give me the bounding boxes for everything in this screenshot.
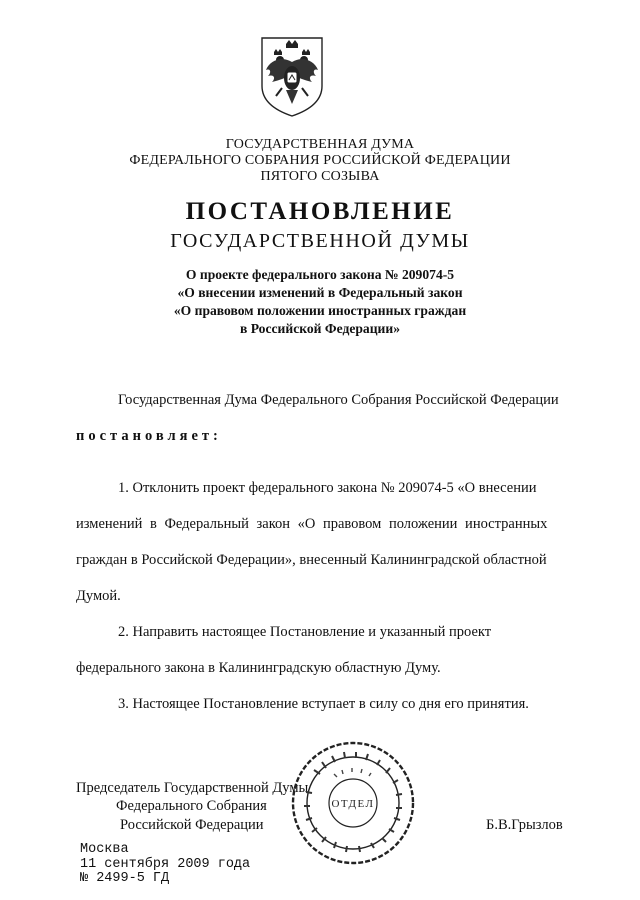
org-line-1: ГОСУДАРСТВЕННАЯ ДУМА: [225, 137, 415, 152]
document-subtitle: ГОСУДАРСТВЕННОЙ ДУМЫ: [170, 230, 470, 252]
paragraph-2-line-1: 2. Направить настоящее Постановление и указанный проект: [118, 624, 492, 640]
double-headed-eagle-emblem-icon: [256, 34, 328, 118]
round-seal-stamp-icon: [290, 740, 416, 866]
document-title: ПОСТАНОВЛЕНИЕ: [185, 198, 455, 225]
subject-line-1: О проекте федерального закона № 209074-5: [185, 267, 455, 282]
subject-line-4: в Российской Федерации»: [239, 321, 401, 336]
paragraph-3-line-1: 3. Настоящее Постановление вступает в силу со дня его принятия.: [118, 696, 529, 712]
stamp-center-text: ОТДЕЛ: [331, 798, 375, 810]
signatory-position-line-2: Федерального Собрания: [116, 798, 267, 814]
intro-text: Государственная Дума Федерального Собрания Российской Федерации: [118, 392, 559, 408]
org-line-3: ПЯТОГО СОЗЫВА: [260, 169, 380, 184]
signatory-position-line-3: Российской Федерации: [120, 817, 264, 833]
footer-city: Москва: [80, 842, 129, 857]
paragraph-1-line-1: 1. Отклонить проект федерального закона № 209074-5 «О внесении: [118, 480, 537, 496]
subject-line-2: «О внесении изменений в Федеральный закон: [177, 285, 463, 300]
paragraph-2-line-2: федерального закона в Калининградскую областную Думу.: [76, 660, 441, 676]
paragraph-1-line-3: граждан в Российской Федерации», внесенный Калининградской областной: [76, 552, 547, 568]
org-line-2: ФЕДЕРАЛЬНОГО СОБРАНИЯ РОССИЙСКОЙ ФЕДЕРАЦИИ: [129, 153, 511, 168]
subject-line-3: «О правовом положении иностранных граждан: [173, 303, 467, 318]
footer-date: 11 сентября 2009 года: [80, 857, 251, 872]
paragraph-1-line-4: Думой.: [76, 588, 121, 604]
footer-number: № 2499-5 ГД: [80, 871, 170, 886]
signatory-name: Б.В.Грызлов: [486, 817, 563, 833]
signatory-position-line-1: Председатель Государственной Думы: [76, 780, 309, 796]
paragraph-1-line-2: изменений в Федеральный закон «О правовом положении иностранных: [76, 516, 548, 532]
decree-word: постановляет:: [76, 428, 222, 444]
organization-header: [0, 137, 640, 185]
document-subject: [100, 266, 540, 338]
